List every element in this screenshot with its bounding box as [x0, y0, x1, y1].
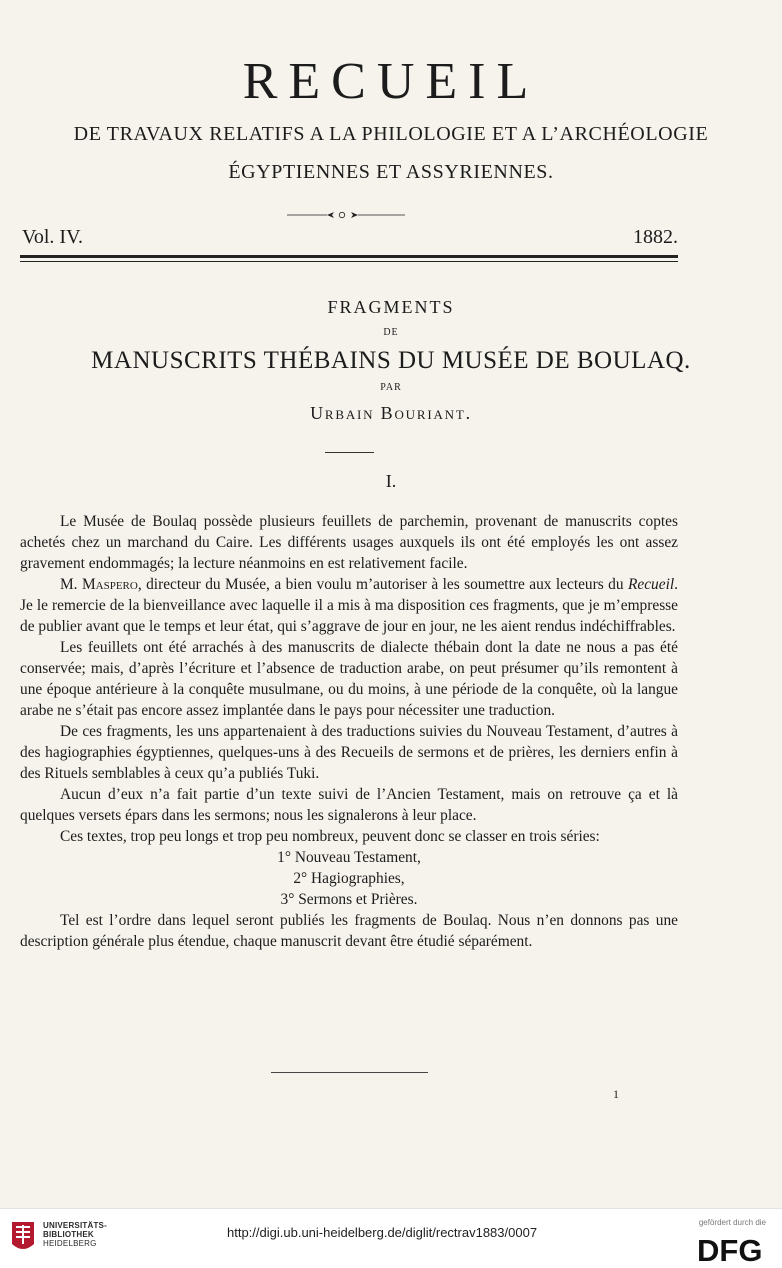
- journal-subtitle-line-1: DE TRAVAUX RELATIFS A LA PHILOLOGIE ET A L’ARCHÉOLOGIE: [73, 123, 709, 145]
- author-by-label: PAR: [380, 382, 402, 393]
- author-name: Urbain Bouriant.: [310, 403, 472, 423]
- article-body: [20, 511, 678, 952]
- article-title-fragments: FRAGMENTS: [327, 297, 455, 317]
- dfg-logo-text: DFG: [697, 1233, 763, 1264]
- digital-object-url[interactable]: http://digi.ub.uni-heidelberg.de/diglit/rectrav1883/0007: [227, 1225, 538, 1240]
- heidelberg-library-logo-icon[interactable]: [10, 1220, 36, 1254]
- article-title-de: DE: [383, 327, 399, 338]
- library-name-line-3: HEIDELBERG: [43, 1239, 97, 1248]
- article-title-main: MANUSCRITS THÉBAINS DU MUSÉE DE BOULAQ.: [91, 347, 691, 374]
- paragraph-3: Les feuillets ont été arrachés à des manuscrits de dialecte thébain dont la date ne nous a pas été conservée; mais, d’après l’écriture et l’absence de traduction arabe, on peut présumer qu’ils remontent à une époque antérieure à la conquête musulmane, ou du moins, à une période de la conquête, où la langue arabe ne s’était pas encore assez implantée dans le pays pour nécessiter une traduction.: [20, 639, 678, 719]
- paragraph-4: De ces fragments, les uns appartenaient à des traductions suivies du Nouveau Testament, d’autres à des hagiographies égyptiennes, quelques-uns à des Recueils de sermons et de prières, les derniers enfin à des Rituels semblables à ceux qu’a publiés Tuki.: [20, 723, 678, 782]
- section-number: I.: [385, 471, 397, 491]
- library-name-line-1: UNIVERSITÄTS-: [43, 1221, 107, 1230]
- dfg-logo-icon[interactable]: [697, 1233, 770, 1264]
- list-item-2: 2° Hagiographies,: [293, 870, 405, 887]
- paragraph-2-italic: Recueil: [627, 576, 675, 593]
- library-name-line-2: BIBLIOTHEK: [43, 1230, 94, 1239]
- list-item-3: 3° Sermons et Prières.: [280, 891, 418, 908]
- paragraph-5: Aucun d’eux n’a fait partie d’un texte suivi de l’Ancien Testament, mais on retrouve ça et là quelques versets épars dans les sermons; nous les signalerons à leur place.: [20, 786, 678, 824]
- funding-caption: gefördert durch die: [698, 1218, 766, 1227]
- footer-page-rule: [271, 1072, 428, 1073]
- paragraph-2-part-a: , directeur du Musée, a bien voulu m’autoriser à les soumettre aux lecteurs du: [137, 576, 628, 593]
- title-rule: [325, 452, 374, 453]
- header-rule-thin: [20, 261, 678, 262]
- digitization-footer: [0, 1208, 782, 1268]
- journal-title: RECUEIL: [242, 53, 540, 110]
- journal-subtitle-line-2: ÉGYPTIENNES ET ASSYRIENNES.: [228, 161, 554, 183]
- library-name: [43, 1221, 107, 1248]
- year-label: 1882.: [633, 226, 678, 248]
- header-rule-thick: [20, 255, 678, 258]
- paragraph-1: Le Musée de Boulaq possède plusieurs feuillets de parchemin, provenant de manuscrits coptes achetés chez un marchand du Caire. Les différents usages auxquels ils ont été employés les ont assez gravement endommagés; la lecture néanmoins en est relativement facile.: [20, 513, 678, 572]
- list-item-1: 1° Nouveau Testament,: [277, 849, 421, 866]
- volume-label: Vol. IV.: [22, 226, 83, 248]
- paragraph-2: [20, 574, 678, 637]
- page-number: 1: [613, 1087, 619, 1101]
- paragraph-2-part-b: . Je le remercie de la bienveillance avec laquelle il a mis à ma disposition ces fragments, que je m’empresse de publier avant que le temps et leur état, qui s’aggrave de jour en jour, ne les aient rendus indéchiffrables.: [20, 576, 678, 635]
- ornament-divider: [287, 210, 405, 220]
- paragraph-7: Tel est l’ordre dans lequel seront publiés les fragments de Boulaq. Nous n’en donnons pas une description générale plus étendue, chaque manuscrit devant être étudié séparément.: [20, 912, 678, 950]
- paragraph-6: Ces textes, trop peu longs et trop peu nombreux, peuvent donc se classer en trois séries:: [60, 828, 600, 845]
- paragraph-2-name: M. Maspero: [60, 576, 138, 593]
